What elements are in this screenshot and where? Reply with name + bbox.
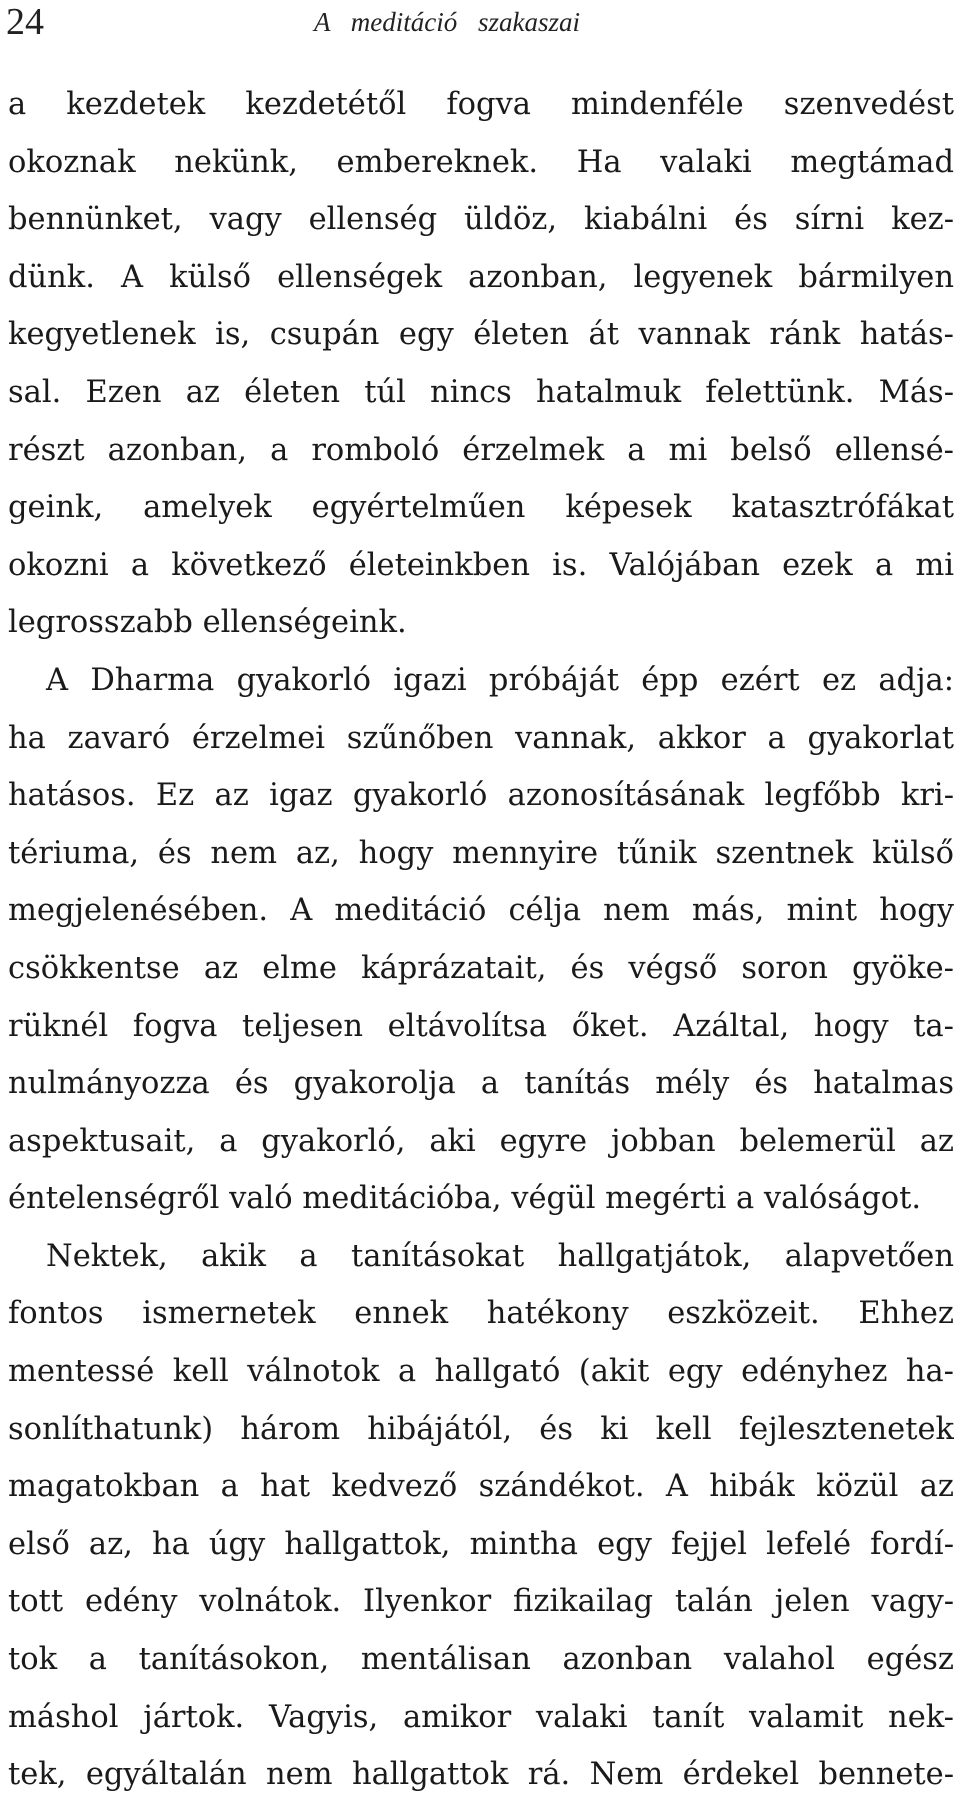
text-line: Nektek, akik a tanításokat hallgatjátok, alapvetően xyxy=(46,1238,954,1274)
text-line: éntelenségről való meditációba, végül megérti a valóságot. xyxy=(8,1181,922,1217)
text-line: okozni a következő életeinkben is. Valójában ezek a mi xyxy=(8,547,954,583)
text-line: rüknél fogva teljesen eltávolítsa őket. Azáltal, hogy ta- xyxy=(8,1008,954,1044)
text-line: legrosszabb ellenségeink. xyxy=(8,605,407,641)
text-line: máshol jártok. Vagyis, amikor valaki tanít valamit nek- xyxy=(8,1699,954,1735)
text-line: sal. Ezen az életen túl nincs hatalmuk felettünk. Más- xyxy=(8,374,954,410)
text-line: kegyetlenek is, csupán egy életen át vannak ránk hatás- xyxy=(8,317,954,353)
text-line: geink, amelyek egyértelműen képesek katasztrófákat xyxy=(8,490,954,526)
text-line: részt azonban, a romboló érzelmek a mi belső ellensé- xyxy=(8,432,954,468)
text-line: dünk. A külső ellenségek azonban, legyenek bármilyen xyxy=(8,259,954,295)
text-line: fontos ismernetek ennek hatékony eszközeit. Ehhez xyxy=(8,1296,954,1332)
text-line: a kezdetek kezdetétől fogva mindenféle szenvedést xyxy=(8,87,954,122)
text-line: tériuma, és nem az, hogy mennyire tűnik szentnek külső xyxy=(8,835,954,871)
text-line: tek, egyáltalán nem hallgattok rá. Nem érdekel bennete- xyxy=(8,1757,954,1793)
text-line: sonlíthatunk) három hibájától, és ki kell fejlesztenetek xyxy=(8,1411,954,1447)
text-line: tok a tanításokon, mentálisan azonban valahol egész xyxy=(8,1642,954,1678)
text-line: első az, ha úgy hallgattok, mintha egy fejjel lefelé fordí- xyxy=(8,1526,954,1562)
text-line: A Dharma gyakorló igazi próbáját épp ezért ez adja: xyxy=(46,662,954,698)
text-line: ha zavaró érzelmei szűnőben vannak, akkor a gyakorlat xyxy=(8,720,954,756)
text-line: tott edény volnátok. Ilyenkor fizikailag talán jelen vagy- xyxy=(8,1584,954,1620)
text-line: magatokban a hat kedvező szándékot. A hibák közül az xyxy=(8,1469,954,1505)
text-line: nulmányozza és gyakorolja a tanítás mély és hatalmas xyxy=(8,1066,954,1102)
text-line: okoznak nekünk, embereknek. Ha valaki megtámad xyxy=(8,144,954,180)
body-text xyxy=(8,76,954,1804)
text-line: aspektusait, a gyakorló, aki egyre jobban belemerül az xyxy=(8,1123,954,1159)
page-header xyxy=(6,0,956,44)
page-number: 24 xyxy=(6,1,44,43)
text-line: mentessé kell válnotok a hallgató (akit egy edényhez ha- xyxy=(8,1354,954,1390)
text-line: bennünket, vagy ellenség üldöz, kiabálni és sírni kez- xyxy=(8,202,954,238)
text-line: megjelenésében. A meditáció célja nem más, mint hogy xyxy=(8,893,954,929)
running-head: A meditáció szakaszai xyxy=(314,7,580,37)
text-line: hatásos. Ez az igaz gyakorló azonosításának legfőbb kri- xyxy=(8,778,954,814)
text-line: csökkentse az elme káprázatait, és végső soron gyöke- xyxy=(8,950,954,986)
